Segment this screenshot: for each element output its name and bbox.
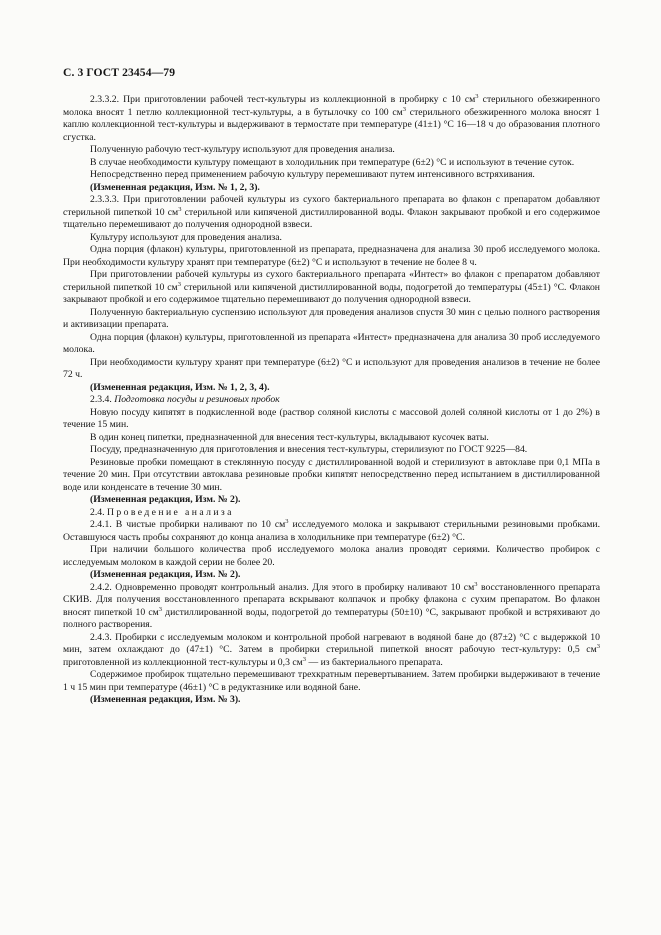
amendment-note: (Измененная редакция, Изм. № 1, 2, 3). — [90, 181, 260, 193]
paragraph: Полученную бактериальную суспензию используют для проведения анализов спустя 30 мин с целью полного растворения и активизации препарата. — [63, 306, 600, 330]
amendment-note: (Измененная редакция, Изм. № 3). — [90, 694, 241, 705]
paragraph: 2.4.1. В чистые пробирки наливают по 10 $см^3$ исследуемого молока и закрывают стерильными резиновыми пробками. Оставшуюся часть пробы сохраняют до конца анализа в холодильнике при температуре (6±2) °С. — [63, 517, 600, 543]
paragraph: Резиновые пробки помещают в стеклянную посуду с дистиллированной водой и стерилизуют в автоклаве при 0,1 МПа в течение 20 мин. При отсутствии автоклава резиновые пробки кипятят непосредственно перед испытанием в дистиллированной воде или конденсате в течение 30 мин. — [63, 456, 600, 493]
document-body — [63, 94, 600, 707]
paragraph: В случае необходимости культуру помещают в холодильник при температуре (6±2) °С и используют в течение суток. — [90, 156, 575, 168]
paragraph: 2.4.3. Пробирки с исследуемым молоком и контрольной пробой нагревают в водяной бане до (87±2) °С с выдержкой 10 мин, затем охлаждают до (47±1) °С. Затем в пробирки стерильной пипеткой вносят рабочую тест-культуру: 0,5 $см^3$ приготовленной из коллекционной тест-культуры и 0,3 $см^3$ — из бактериального препарата. — [63, 631, 600, 668]
paragraph: Одна порция (флакон) культуры, приготовленной из препарата, предназначена для анализа 30 проб исследуемого молока. При необходимости культуру хранят при температуре (6±2) °С и используют в течение не более 8 ч. — [63, 244, 600, 268]
paragraph: 2.4.2. Одновременно проводят контрольный анализ. Для этого в пробирку наливают 10 $см^3$ восстановленного препарата СКИВ. Для получения восстановленного препарата вскрывают колпачок и пробку флакона с сухим препаратом. Во флакон вносят пипеткой 10 $см^3$ дистиллированной воды, подогретой до температуры (50±10) °С, закрывают пробкой и встряхивают до полного растворения. — [63, 580, 601, 630]
paragraph: Посуду, предназначенную для приготовления и внесения тест-культуры, стерилизуют по ГОСТ 9225—84. — [90, 444, 528, 455]
page-header: С. 3 ГОСТ 23454—79 — [63, 66, 176, 79]
paragraph: 2.3.3.2. При приготовлении рабочей тест-культуры из коллекционной в пробирку с 10 $см^3$ стерильного обезжиренного молока вносят 1 петлю коллекционной тест-культуры, а в бутылочку со 100 $см^3$ стерильного обезжиренного молока вносят 1 каплю коллекционной тест-культуры и выдерживают в термостате при температуре (41±1) °С 16—18 ч до образования плотного сгустка. — [63, 92, 601, 143]
paragraph: Культуру используют для проведения анализа. — [90, 231, 282, 243]
amendment-note: (Измененная редакция, Изм. № 2). — [90, 569, 241, 580]
paragraph: В один конец пипетки, предназначенной для внесения тест-культуры, вкладывают кусочек ваты. — [90, 431, 489, 443]
paragraph: При наличии большого количества проб исследуемого молока анализ проводят сериями. Количество пробирок с исследуемым молоком в каждой серии не более 20. — [63, 544, 600, 568]
paragraph: 2.4. Проведение анализа — [90, 506, 234, 518]
paragraph: Содержимое пробирок тщательно перемешивают трехкратным перевертыванием. Затем пробирки выдерживают в течение 1 ч 15 мин при температуре (46±1) °С в редуктазнике или водяной бане. — [63, 669, 600, 693]
paragraph: Новую посуду кипятят в подкисленной воде (раствор соляной кислоты с массовой долей соляной кислоты от 1 до 2%) в течение 15 мин. — [63, 406, 600, 430]
amendment-note: (Измененная редакция, Изм. № 2). — [90, 494, 241, 505]
paragraph: При необходимости культуру хранят при температуре (6±2) °С и используют для проведения анализов в течение не более 72 ч. — [63, 356, 600, 380]
paragraph: Непосредственно перед применением рабочую культуру перемешивают путем интенсивного встряхивания. — [90, 169, 535, 180]
paragraph: Полученную рабочую тест-культуру используют для проведения анализа. — [90, 144, 395, 155]
section-heading: Подготовка посуды и резиновых пробок — [114, 394, 280, 405]
section-heading: Проведение анализа — [106, 506, 234, 518]
paragraph: 2.3.3.3. При приготовлении рабочей культуры из сухого бактериального препарата во флакон с препаратом добавляют стерильной пипеткой 10 $см^3$ стерильной или кипяченой дистиллированной воды. Флакон закрывают пробкой и его содержимое тщательно перемешивают до получения однородной взвеси. — [63, 194, 600, 230]
paragraph: 2.3.4. Подготовка посуды и резиновых пробок — [90, 394, 280, 405]
amendment-note: (Измененная редакция, Изм. № 1, 2, 3, 4). — [90, 381, 270, 393]
paragraph: При приготовлении рабочей культуры из сухого бактериального препарата «Интест» во флакон с препаратом добавляют стерильной пипеткой 10 $см^3$ стерильной или кипяченой дистиллированной воды, подогретой до температуры (45±1) °С. Флакон закрывают пробкой и его содержимое тщательно перемешивают до получения однородной взвеси. — [63, 269, 600, 305]
paragraph: Одна порция (флакон) культуры, приготовленной из препарата «Интест» предназначена для анализа 30 проб исследуемого молока. — [63, 331, 600, 355]
